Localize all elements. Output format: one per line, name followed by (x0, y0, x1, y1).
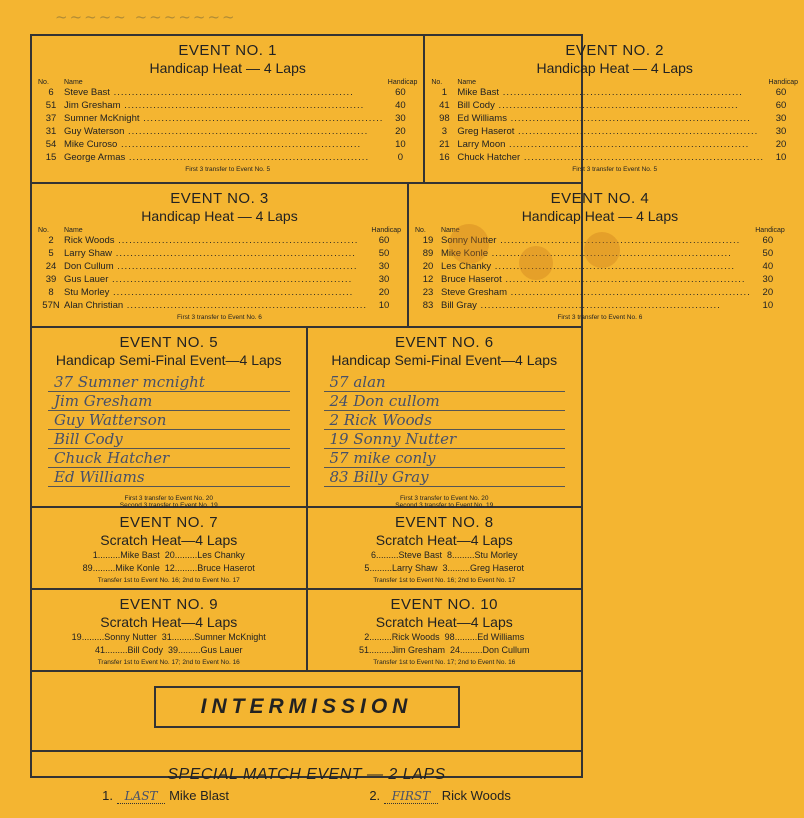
entry-number: 8 (48, 287, 54, 298)
entry-number: 12 (422, 274, 434, 285)
entry-name: Larry Shaw ..... (64, 247, 367, 260)
entry-handicap: 30 (367, 273, 401, 286)
entry-number: 37 (45, 113, 57, 124)
transfer-note: First 3 transfer to Event No. 20 (399, 495, 489, 502)
col-name: Name (64, 227, 83, 234)
entry-name: Steve Gresham ..... (441, 286, 751, 299)
rider-number: 39 (168, 645, 179, 655)
entry-name: Larry Moon ..... (457, 138, 764, 151)
entry-handicap: 30 (751, 273, 785, 286)
rider-number: 51 (358, 645, 369, 655)
entry-handicap: 60 (383, 86, 417, 99)
entry-number: 24 (45, 261, 57, 272)
rider-name: Bruce Haserot (197, 563, 255, 573)
entry-name: Alan Christian ..... (64, 299, 367, 312)
entry-number: 1 (441, 87, 447, 98)
handwritten-placing: LAST (117, 789, 166, 804)
handwritten-list (38, 373, 300, 487)
event-title: EVENT NO. 6 (394, 334, 494, 351)
entry-list (38, 86, 417, 164)
event-title: EVENT NO. 2 (565, 42, 664, 59)
entry-handicap: 60 (751, 234, 785, 247)
faded-handwriting: ~~~~~ ~~~~~~~ (55, 8, 237, 26)
col-name: Name (64, 79, 83, 86)
rider-name: Les Chanky (197, 550, 245, 560)
scratch-line: 19 ......... Sonny Nutter 31 ......... Sumner McKnight (71, 632, 266, 642)
entry-number: 39 (45, 274, 57, 285)
entry-row (431, 86, 798, 99)
entry-name: Mike Curoso ..... (64, 138, 383, 151)
event-title: EVENT NO. 7 (119, 514, 219, 531)
rider-name: Ed Williams (477, 632, 525, 642)
entry-row (431, 99, 798, 112)
scratch-row-2 (32, 590, 581, 672)
col-name: Name (440, 227, 460, 234)
entry-row (431, 151, 798, 164)
handwritten-entry: Jim Gresham (48, 392, 290, 411)
entry-number: 57N (42, 300, 60, 311)
entry-handicap: 10 (751, 299, 785, 312)
scratch-line: 5 ......... Larry Shaw 3 ......... Greg Haserot (364, 563, 525, 573)
rider-name: Rick Woods (441, 788, 511, 803)
entry-number: 54 (45, 139, 57, 150)
rider-number: 8 (447, 550, 453, 560)
entry-name: Jim Gresham ..... (64, 99, 383, 112)
entry-row (38, 234, 401, 247)
event-title: EVENT NO. 9 (119, 596, 219, 613)
entry-row (38, 112, 417, 125)
transfer-note: Transfer 1st to Event No. 16; 2nd to Event No. 17 (373, 577, 516, 584)
scratch-line: 41 ......... Bill Cody 39 ......... Gus Lauer (94, 645, 243, 655)
rider-number: 1 (92, 550, 98, 560)
event-title: EVENT NO. 3 (170, 190, 269, 207)
intermission-banner: INTERMISSION (154, 686, 460, 728)
transfer-note: First 3 transfer to Event No. 20 (124, 495, 213, 502)
special-match-results (32, 788, 581, 803)
entry-number: 31 (45, 126, 57, 137)
handwritten-entry: 57 alan (324, 373, 566, 392)
heat-row-2 (32, 184, 785, 328)
entry-number: 21 (439, 139, 450, 150)
event-6-card (308, 328, 582, 509)
handwritten-entry: 24 Don cullom (324, 392, 566, 411)
entry-handicap: 10 (367, 299, 401, 312)
handwritten-entry: Ed Williams (48, 468, 290, 487)
entry-name: Don Cullum ..... (64, 260, 367, 273)
event-10-card (308, 590, 582, 670)
transfer-note: Transfer 1st to Event No. 17; 2nd to Event No. 16 (97, 659, 240, 666)
coffee-stain (449, 224, 489, 264)
event-title: EVENT NO. 10 (390, 596, 498, 613)
handwritten-list (314, 373, 576, 487)
event-subtitle: Handicap Heat — 4 Laps (521, 208, 679, 224)
intermission-section (32, 686, 581, 752)
rider-name: Gus Lauer (200, 645, 243, 655)
event-subtitle: Handicap Heat — 4 Laps (536, 60, 693, 76)
rider-name: Rick Woods (391, 632, 440, 642)
event-title: EVENT NO. 8 (394, 514, 494, 531)
entry-number: 89 (422, 248, 434, 259)
entry-number: 3 (441, 126, 447, 137)
handwritten-entry: Guy Watterson (48, 411, 290, 430)
entry-row (38, 138, 417, 151)
entry-name: Bruce Haserot ..... (441, 273, 751, 286)
entry-handicap: 50 (751, 247, 785, 260)
entry-row (38, 286, 401, 299)
entry-number: 23 (422, 287, 434, 298)
entry-name: Ed Williams ..... (457, 112, 764, 125)
entry-handicap: 20 (367, 286, 401, 299)
program-sheet (30, 34, 799, 803)
col-name: Name (457, 79, 477, 86)
event-subtitle: Handicap Heat — 4 Laps (149, 60, 306, 76)
entry-handicap: 50 (367, 247, 401, 260)
rider-number: 3 (442, 563, 448, 573)
scratch-line: 6 ......... Steve Bast 8 ......... Stu Morley (370, 550, 518, 560)
col-handicap: Handicap (768, 79, 799, 86)
coffee-stain (584, 232, 620, 268)
rider-number: 12 (164, 563, 175, 573)
handwritten-entry: Bill Cody (48, 430, 290, 449)
result-number: 1. (102, 788, 113, 803)
entry-handicap: 60 (764, 86, 798, 99)
scratch-line: 1 ......... Mike Bast 20 ......... Les Chanky (92, 550, 245, 560)
entry-list (38, 234, 401, 312)
event-subtitle: Scratch Heat—4 Laps (100, 614, 238, 630)
entry-handicap: 0 (383, 151, 417, 164)
event-title: EVENT NO. 1 (178, 42, 277, 59)
entry-handicap: 60 (367, 234, 401, 247)
entry-name: Guy Waterson ..... (64, 125, 383, 138)
rider-name: Mike Bast (120, 550, 160, 560)
transfer-note: Transfer 1st to Event No. 17; 2nd to Event No. 16 (373, 659, 516, 666)
result-number: 2. (369, 788, 381, 803)
column-headers (38, 227, 401, 234)
entry-row (38, 151, 417, 164)
special-result-2 (369, 788, 511, 803)
transfer-note: Transfer 1st to Event No. 16; 2nd to Event No. 17 (97, 577, 240, 584)
transfer-note: First 3 transfer to Event No. 5 (185, 166, 271, 173)
rider-number: 20 (164, 550, 175, 560)
event-8-card (308, 508, 582, 588)
rider-name: Greg Haserot (470, 563, 525, 573)
rider-name: Don Cullum (482, 645, 530, 655)
event-subtitle: Handicap Semi-Final Event—4 Laps (331, 352, 558, 368)
semi-final-row (32, 328, 581, 508)
handwritten-entry: 57 mike conly (324, 449, 566, 468)
col-handicap: Handicap (387, 79, 418, 86)
entry-handicap: 10 (764, 151, 798, 164)
entry-handicap: 10 (383, 138, 417, 151)
event-subtitle: Scratch Heat—4 Laps (375, 614, 513, 630)
scratch-line: 2 ......... Rick Woods 98 ......... Ed Williams (364, 632, 525, 642)
rider-number: 6 (370, 550, 376, 560)
rider-number: 24 (450, 645, 461, 655)
special-match-section (32, 766, 581, 803)
handwritten-entry: 19 Sonny Nutter (324, 430, 566, 449)
rider-number: 5 (364, 563, 370, 573)
col-handicap: Handicap (371, 227, 401, 234)
scratch-line: 89 ......... Mike Konle 12 ......... Bruce Haserot (82, 563, 255, 573)
entry-handicap: 30 (367, 260, 401, 273)
entry-row (38, 247, 401, 260)
entry-name: Chuck Hatcher ..... (457, 151, 764, 164)
handwritten-placing: FIRST (384, 789, 438, 804)
events-grid (32, 36, 799, 803)
entry-number: 16 (439, 152, 450, 163)
entry-name: Les Chanky ..... (441, 260, 751, 273)
scratch-line: 51 ......... Jim Gresham 24 ......... Don Cullum (358, 645, 530, 655)
rider-number: 89 (82, 563, 93, 573)
entry-number: 20 (422, 261, 434, 272)
event-subtitle: Handicap Semi-Final Event—4 Laps (55, 352, 282, 368)
entry-list (431, 86, 798, 164)
rider-name: Sonny Nutter (104, 632, 157, 642)
event-4-card (409, 184, 791, 326)
column-headers (431, 79, 798, 86)
transfer-note: First 3 transfer to Event No. 6 (557, 314, 643, 321)
entry-row (38, 299, 401, 312)
entry-handicap: 30 (383, 112, 417, 125)
entry-number: 19 (422, 235, 434, 246)
entry-row (415, 286, 785, 299)
rider-name: Bill Cody (127, 645, 163, 655)
entry-name: Stu Morley ..... (64, 286, 367, 299)
entry-number: 5 (48, 248, 54, 259)
entry-handicap: 20 (383, 125, 417, 138)
transfer-note: First 3 transfer to Event No. 5 (572, 166, 658, 173)
event-subtitle: Scratch Heat—4 Laps (375, 532, 513, 548)
rider-number: 98 (444, 632, 455, 642)
handwritten-entry: 2 Rick Woods (324, 411, 566, 430)
rider-number: 2 (364, 632, 370, 642)
entry-number: 51 (45, 100, 57, 111)
rider-number: 41 (94, 645, 105, 655)
entry-row (415, 299, 785, 312)
entry-row (38, 125, 417, 138)
entry-name: Steve Bast ..... (64, 86, 383, 99)
entry-handicap: 20 (764, 138, 798, 151)
entry-row (38, 86, 417, 99)
entry-name: Sonny Nutter ..... (441, 234, 751, 247)
column-headers (38, 79, 417, 86)
entry-handicap: 60 (764, 99, 798, 112)
entry-row (38, 99, 417, 112)
entry-name: Bill Gray ..... (441, 299, 751, 312)
handwritten-entry: Chuck Hatcher (48, 449, 290, 468)
rider-number: 31 (161, 632, 172, 642)
event-subtitle: Scratch Heat—4 Laps (100, 532, 238, 548)
entry-number: 2 (48, 235, 54, 246)
entry-handicap: 40 (383, 99, 417, 112)
coffee-stain (519, 246, 553, 280)
special-result-1 (102, 788, 229, 803)
heat-row-1 (32, 36, 799, 184)
event-2-card (425, 36, 804, 182)
transfer-note: First 3 transfer to Event No. 6 (177, 314, 262, 321)
entry-row (431, 138, 798, 151)
scratch-row-1 (32, 508, 581, 590)
entry-handicap: 30 (764, 112, 798, 125)
handwritten-entry: 83 Billy Gray (324, 468, 566, 487)
entry-number: 41 (439, 100, 450, 111)
event-9-card (32, 590, 308, 670)
entry-name: Rick Woods ..... (64, 234, 367, 247)
rider-name: Mike Blast (169, 788, 230, 803)
entry-name: Sumner McKnight ..... (64, 112, 383, 125)
rider-name: Jim Gresham (391, 645, 445, 655)
rider-name: Sumner McKnight (194, 632, 266, 642)
col-handicap: Handicap (755, 227, 785, 234)
rider-name: Steve Bast (398, 550, 442, 560)
rider-name: Stu Morley (474, 550, 518, 560)
event-title: EVENT NO. 5 (119, 334, 219, 351)
entry-row (431, 125, 798, 138)
entry-name: Mike Konle ..... (441, 247, 751, 260)
transfer-note-second: Second 3 transfer to Event No. 19 (395, 502, 494, 509)
entry-name: George Armas ..... (64, 151, 383, 164)
special-match-title: SPECIAL MATCH EVENT — 2 LAPS (167, 766, 446, 783)
rider-name: Mike Konle (115, 563, 160, 573)
entry-handicap: 30 (764, 125, 798, 138)
rider-number: 19 (71, 632, 82, 642)
event-1-card (32, 36, 425, 182)
entry-row (431, 112, 798, 125)
entry-number: 98 (439, 113, 450, 124)
entry-number: 6 (48, 87, 54, 98)
entry-row (38, 260, 401, 273)
entry-number: 83 (422, 300, 434, 311)
col-no: No. (38, 79, 49, 86)
entry-name: Greg Haserot ..... (457, 125, 764, 138)
col-no: No. (414, 227, 426, 234)
entry-name: Bill Cody ..... (457, 99, 764, 112)
event-title: EVENT NO. 4 (550, 190, 650, 207)
col-no: No. (38, 227, 49, 234)
event-3-card (32, 184, 409, 326)
rider-name: Larry Shaw (391, 563, 438, 573)
event-7-card (32, 508, 308, 588)
entry-handicap: 20 (751, 286, 785, 299)
entry-row (415, 273, 785, 286)
entry-number: 15 (45, 152, 57, 163)
entry-name: Mike Bast ..... (457, 86, 764, 99)
event-5-card (32, 328, 308, 509)
col-no: No. (431, 79, 443, 86)
entry-name: Gus Lauer ..... (64, 273, 367, 286)
entry-handicap: 40 (751, 260, 785, 273)
entry-row (38, 273, 401, 286)
handwritten-entry: 37 Sumner mcnight (48, 373, 290, 392)
transfer-note-second: Second 3 transfer to Event No. 19 (119, 502, 218, 509)
event-subtitle: Handicap Heat — 4 Laps (141, 208, 298, 224)
